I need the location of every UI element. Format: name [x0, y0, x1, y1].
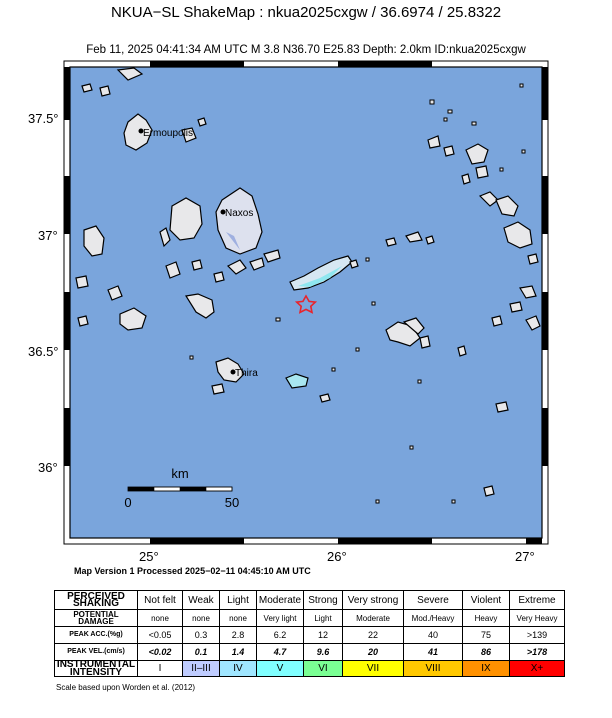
legend-row-acc — [55, 627, 565, 644]
lon-label-25: 25° — [139, 549, 159, 564]
legend-row-intensity — [55, 661, 565, 677]
intensity-cell: VII — [343, 661, 404, 677]
acc-cell: <0.05 — [138, 627, 183, 644]
intensity-cell: VI — [304, 661, 343, 677]
map-version: Map Version 1 Processed 2025−02−11 04:45:10 AM UTC — [74, 566, 311, 576]
damage-cell: Light — [304, 610, 343, 627]
shaking-cell: Weak — [183, 591, 220, 610]
shaking-cell: Light — [220, 591, 257, 610]
damage-cell: Very light — [257, 610, 304, 627]
legend-row-damage — [55, 610, 565, 627]
acc-cell: 22 — [343, 627, 404, 644]
lat-label-37-5: 37.5° — [28, 111, 59, 126]
shaking-cell: Very strong — [343, 591, 404, 610]
place-label-naxos: Naxos — [225, 208, 254, 219]
vel-cell: 41 — [404, 644, 463, 661]
legend-row-shaking — [55, 591, 565, 610]
shaking-cell: Not felt — [138, 591, 183, 610]
row-header-intensity: INSTRUMENTAL INTENSITY — [55, 661, 138, 677]
row-header-shaking: PERCEIVED SHAKING — [55, 591, 138, 610]
vel-cell: 9.6 — [304, 644, 343, 661]
scale-start: 0 — [124, 495, 132, 510]
event-info: Feb 11, 2025 04:41:34 AM UTC M 3.8 N36.70 E25.83 Depth: 2.0km ID:nkua2025cxgw — [86, 44, 526, 56]
scale-end: 50 — [224, 495, 240, 510]
damage-cell: Very Heavy — [510, 610, 565, 627]
damage-cell: none — [183, 610, 220, 627]
intensity-cell: IV — [220, 661, 257, 677]
vel-cell: >178 — [510, 644, 565, 661]
vel-cell: 0.1 — [183, 644, 220, 661]
acc-cell: 12 — [304, 627, 343, 644]
intensity-cell: IX — [463, 661, 510, 677]
acc-cell: >139 — [510, 627, 565, 644]
intensity-cell: V — [257, 661, 304, 677]
intensity-cell: X+ — [510, 661, 565, 677]
intensity-cell: I — [138, 661, 183, 677]
shaking-cell: Moderate — [257, 591, 304, 610]
vel-cell: 4.7 — [257, 644, 304, 661]
shaking-cell: Severe — [404, 591, 463, 610]
vel-cell: 86 — [463, 644, 510, 661]
place-label-ermoupolis: Ermoupolis — [143, 128, 194, 139]
shaking-cell: Violent — [463, 591, 510, 610]
intensity-cell: II–III — [183, 661, 220, 677]
scale-bar — [128, 487, 232, 491]
intensity-cell: VIII — [404, 661, 463, 677]
place-label-thira: Thira — [235, 368, 258, 379]
acc-cell: 6.2 — [257, 627, 304, 644]
lat-label-37: 37° — [38, 228, 58, 243]
acc-cell: 40 — [404, 627, 463, 644]
legend-row-vel — [55, 644, 565, 661]
lon-label-27: 27° — [515, 549, 535, 564]
damage-cell: none — [220, 610, 257, 627]
vel-cell: <0.02 — [138, 644, 183, 661]
lat-label-36: 36° — [38, 460, 58, 475]
acc-cell: 0.3 — [183, 627, 220, 644]
vel-cell: 1.4 — [220, 644, 257, 661]
row-header-damage: POTENTIAL DAMAGE — [55, 610, 138, 627]
map-title: NKUA−SL ShakeMap : nkua2025cxgw / 36.6974 / 25.8322 — [110, 4, 502, 21]
intensity-legend-table — [54, 590, 565, 677]
lon-label-26: 26° — [327, 549, 347, 564]
row-header-vel: PEAK VEL.(cm/s) — [55, 644, 138, 661]
damage-cell: Mod./Heavy — [404, 610, 463, 627]
acc-cell: 2.8 — [220, 627, 257, 644]
shaking-cell: Strong — [304, 591, 343, 610]
shaking-cell: Extreme — [510, 591, 565, 610]
footnote: Scale based upon Worden et al. (2012) — [56, 683, 196, 692]
row-header-acc: PEAK ACC.(%g) — [55, 627, 138, 644]
acc-cell: 75 — [463, 627, 510, 644]
damage-cell: none — [138, 610, 183, 627]
lat-label-36-5: 36.5° — [28, 344, 59, 359]
damage-cell: Heavy — [463, 610, 510, 627]
damage-cell: Moderate — [343, 610, 404, 627]
scale-unit: km — [171, 466, 189, 481]
vel-cell: 20 — [343, 644, 404, 661]
